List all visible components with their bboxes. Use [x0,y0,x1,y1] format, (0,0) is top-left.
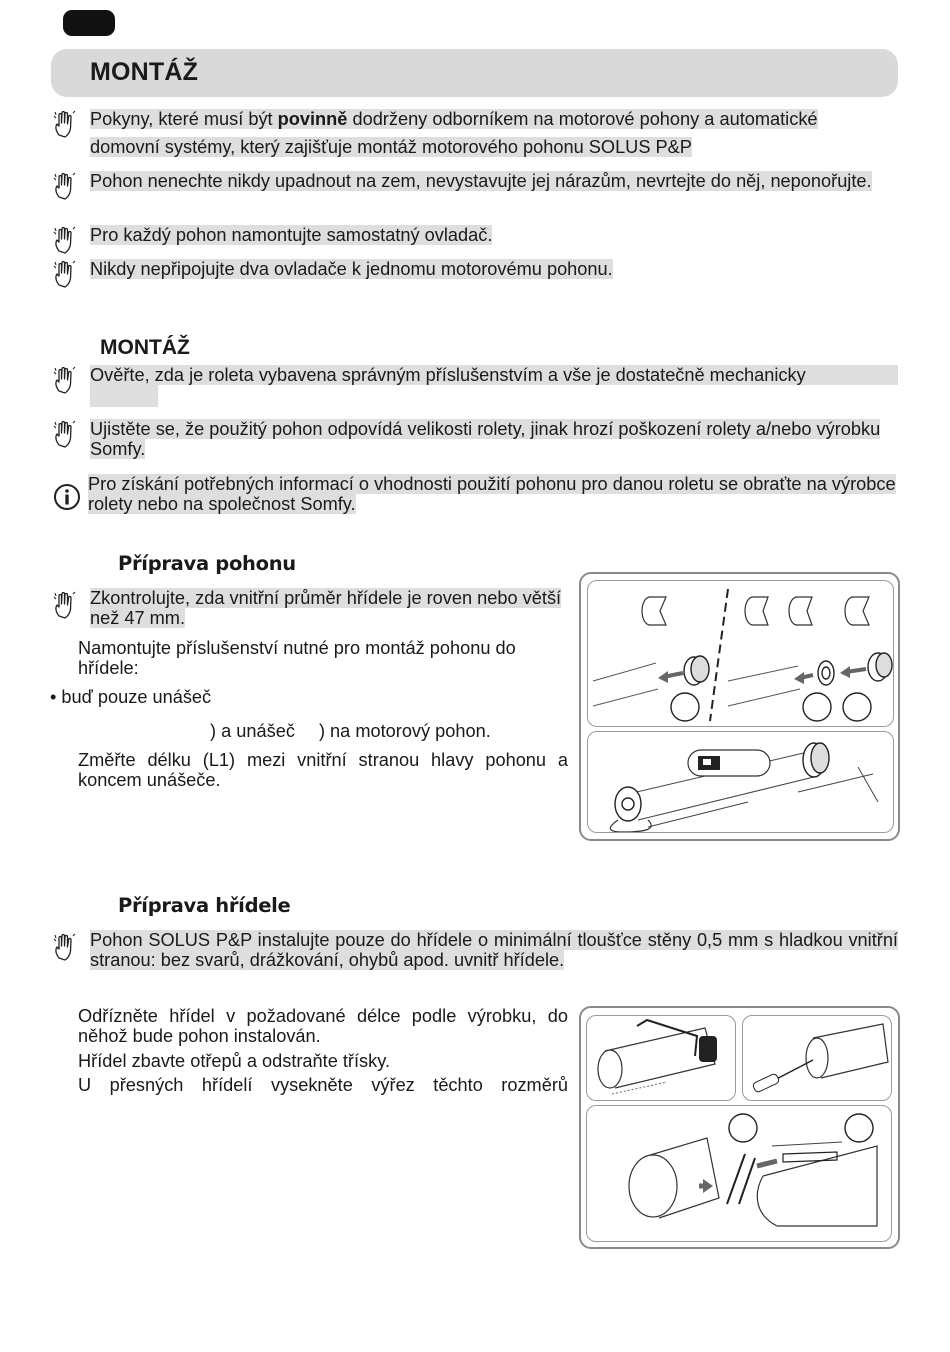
hand-icon [53,365,79,395]
hand-icon [53,419,79,449]
warning-drop: Pohon nenechte nikdy upadnout na zem, nevystavujte jej nárazům, nevrtejte do něj, neponořujte. [90,171,872,191]
language-tab [63,10,115,36]
warning-two-controllers: Nikdy nepřipojujte dva ovladače k jednomu motorovému pohonu. [90,259,613,279]
figure-panel-measure [587,731,894,833]
montaz-heading: MONTÁŽ [100,336,190,359]
warning-size: Ujistěte se, že použitý pohon odpovídá velikosti rolety, jinak hrozí poškození rolety a/nebo výrobku Somfy. [90,419,881,459]
hand-icon [53,590,79,620]
drive-prep-warning: Zkontrolujte, zda vnitřní průměr hřídele je roven nebo větší než 47 mm. [90,588,562,628]
drive-prep-bullet: • buď pouze unášeč [50,687,212,707]
hand-icon [53,171,79,201]
warning-mandatory: Pokyny, které musí být povinně dodrženy odborníkem na motorové pohony a automatické domovní systémy, který zajišťuje montáž motorového pohonu SOLUS P&P [90,109,818,157]
warning-one-controller: Pro každý pohon namontujte samostatný ovladač. [90,225,493,245]
figure-panel-notch [586,1105,892,1242]
info-icon [53,483,81,511]
shaft-prep-warning: Pohon SOLUS P&P instalujte pouze do hřídele o minimální tloušťce stěny 0,5 mm s hladkou vnitřní stranou: bez svarů, drážkování, ohybů apod. uvnitř hřídele. [90,930,898,970]
hand-icon [53,225,79,255]
section-title: MONTÁŽ [90,58,199,86]
drive-prep-figure [579,572,900,841]
hand-icon [53,932,79,962]
hand-icon [53,109,79,139]
drive-prep-step-mount: ) a unášeč ) na motorový pohon. [210,721,491,741]
drive-prep-step-accessories: Namontujte příslušenství nutné pro montáž pohonu do hřídele: [78,638,516,678]
info-note: Pro získání potřebných informací o vhodnosti použití pohonu pro danou roletu se obraťte na výrobce rolety nebo na společnost Somfy. [88,474,896,514]
shaft-prep-step-cut: Odřízněte hřídel v požadované délce podle výrobku, do něhož bude pohon instalován. [78,1006,568,1046]
shaft-prep-heading: Příprava hřídele [118,894,291,917]
shaft-prep-step-notch: U přesných hřídelí vysekněte výřez těchto rozměrů [78,1075,568,1095]
hand-icon [53,259,79,289]
figure-panel-deburr [742,1015,892,1101]
drive-prep-step-measure: Změřte délku (L1) mezi vnitřní stranou hlavy pohonu a koncem unášeče. [78,750,568,790]
figure-panel-cut [586,1015,736,1101]
drive-prep-heading: Příprava pohonu [118,552,296,575]
figure-panel-accessories [587,580,894,727]
shaft-prep-figure [579,1006,900,1249]
shaft-prep-step-deburr: Hřídel zbavte otřepů a odstraňte třísky. [78,1051,391,1071]
warning-accessories: Ověřte, zda je roleta vybavena správným příslušenstvím a vše je dostatečně mechanicky [90,365,898,407]
